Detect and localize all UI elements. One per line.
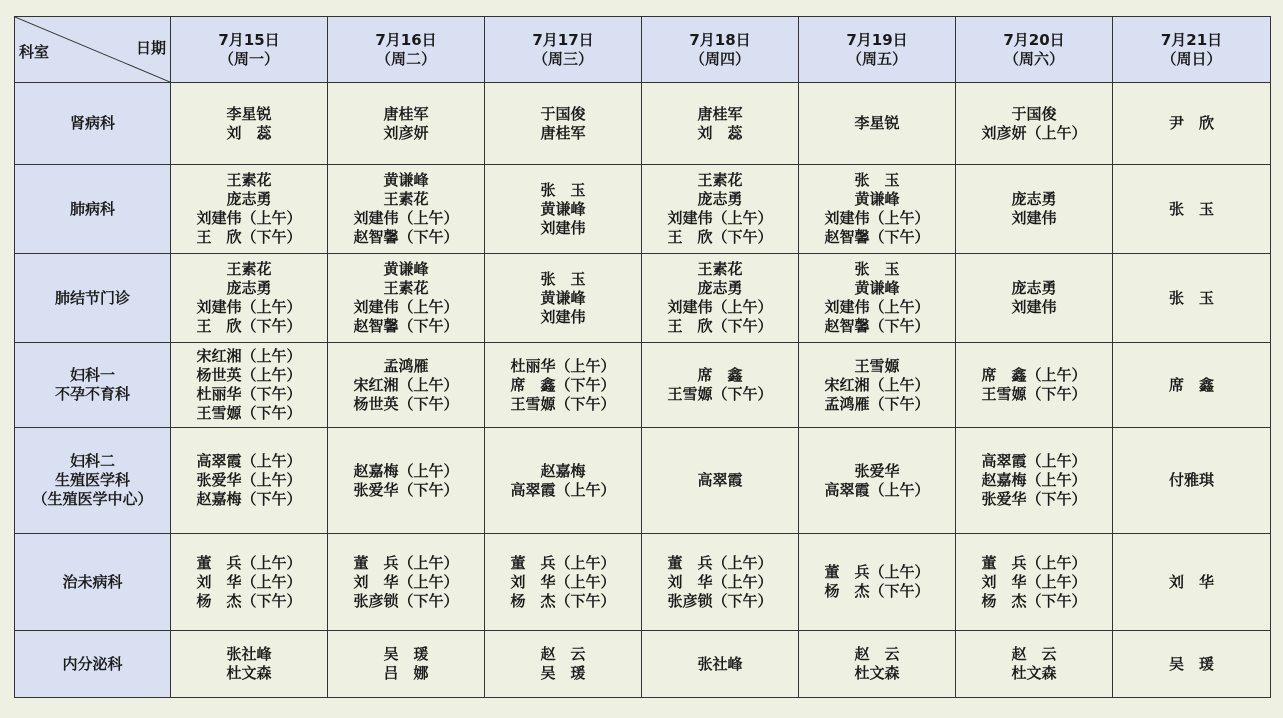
doctor-name: 王 欣（下午） bbox=[196, 228, 302, 246]
doctor-name: 庞志勇 bbox=[697, 190, 743, 208]
doctor-name: 赵智馨（下午） bbox=[353, 228, 459, 246]
doctor-name: 庞志勇 bbox=[226, 279, 272, 297]
doctor-cell bbox=[642, 534, 799, 631]
doctor-name: 张社峰 bbox=[697, 654, 743, 673]
day-header bbox=[1113, 17, 1271, 83]
doctor-name: 孟鸿雁（下午） bbox=[824, 394, 930, 413]
doctor-name: 杜丽华（上午） bbox=[510, 356, 616, 375]
doctor-cell bbox=[956, 428, 1113, 534]
doctor-cell bbox=[171, 534, 328, 631]
doctor-cell bbox=[328, 343, 485, 428]
doctor-name: 刘 华（上午） bbox=[510, 572, 616, 591]
doctor-name: 杨世英（上午） bbox=[196, 366, 302, 384]
doctor-name: 赵嘉梅（上午） bbox=[981, 471, 1087, 489]
doctor-name: 杜文森 bbox=[1011, 664, 1057, 682]
doctor-name: 李星锐 bbox=[854, 114, 900, 132]
doctor-name: 席 鑫 bbox=[1168, 375, 1214, 394]
doctor-name: 董 兵（上午） bbox=[824, 563, 930, 581]
doctor-name: 于国俊 bbox=[540, 104, 586, 123]
doctor-cell bbox=[799, 165, 956, 254]
dept-name-line: 治未病科 bbox=[62, 572, 123, 591]
dept-name-cell bbox=[15, 254, 171, 343]
date-axis-label: 日期 bbox=[135, 39, 166, 57]
doctor-name: 庞志勇 bbox=[1011, 190, 1057, 208]
doctor-name: 高翠霞（上午） bbox=[824, 480, 930, 499]
dept-name-line: 内分泌科 bbox=[62, 654, 123, 673]
doctor-cell bbox=[1113, 428, 1271, 534]
doctor-cell bbox=[956, 83, 1113, 165]
day-weekday: （周六） bbox=[1003, 49, 1064, 68]
doctor-name: 张 玉 bbox=[1168, 288, 1214, 307]
doctor-name: 张 玉 bbox=[854, 171, 900, 189]
doctor-name: 刘建伟（上午） bbox=[196, 209, 302, 227]
doctor-name: 杜文森 bbox=[226, 664, 272, 682]
doctor-name: 赵智馨（下午） bbox=[824, 317, 930, 335]
dept-name-line: 妇科一 bbox=[69, 366, 115, 384]
doctor-cell bbox=[642, 631, 799, 698]
doctor-name: 刘建伟（上午） bbox=[824, 209, 930, 227]
doctor-name: 高翠霞（上午） bbox=[510, 480, 616, 499]
doctor-cell bbox=[485, 83, 642, 165]
doctor-name: 李星锐 bbox=[226, 104, 272, 123]
doctor-name: 黄谦峰 bbox=[383, 260, 429, 278]
day-date: 7月21日 bbox=[1160, 30, 1223, 49]
dept-row bbox=[15, 83, 1271, 165]
dept-name-cell bbox=[15, 428, 171, 534]
corner-header bbox=[15, 17, 171, 83]
dept-name-cell bbox=[15, 534, 171, 631]
doctor-name: 吴 瑗 bbox=[540, 664, 586, 682]
doctor-cell bbox=[328, 631, 485, 698]
doctor-name: 刘建伟 bbox=[540, 307, 586, 326]
duty-schedule-table bbox=[14, 16, 1271, 698]
doctor-name: 刘 华（上午） bbox=[667, 572, 773, 591]
doctor-name: 赵 云 bbox=[540, 645, 586, 663]
header-row bbox=[15, 17, 1271, 83]
doctor-name: 赵 云 bbox=[1011, 645, 1057, 663]
doctor-cell bbox=[1113, 83, 1271, 165]
doctor-name: 赵 云 bbox=[854, 645, 900, 663]
day-date: 7月19日 bbox=[846, 30, 908, 49]
doctor-name: 刘建伟（上午） bbox=[353, 209, 459, 227]
doctor-name: 董 兵（上午） bbox=[667, 553, 773, 572]
doctor-name: 付雅琪 bbox=[1168, 471, 1214, 489]
doctor-cell bbox=[171, 428, 328, 534]
doctor-name: 高翠霞 bbox=[697, 471, 743, 489]
doctor-name: 唐桂军 bbox=[383, 104, 429, 123]
doctor-cell bbox=[956, 254, 1113, 343]
doctor-name: 张 玉 bbox=[854, 260, 900, 278]
doctor-cell bbox=[642, 165, 799, 254]
day-header bbox=[171, 17, 328, 83]
dept-row bbox=[15, 428, 1271, 534]
doctor-name: 席 鑫（下午） bbox=[510, 375, 616, 394]
doctor-name: 董 兵（上午） bbox=[981, 553, 1087, 572]
dept-row bbox=[15, 254, 1271, 343]
doctor-name: 张 玉 bbox=[540, 180, 586, 199]
doctor-cell bbox=[328, 428, 485, 534]
dept-name-line: 肺病科 bbox=[69, 199, 115, 218]
day-date: 7月16日 bbox=[375, 30, 437, 49]
doctor-cell bbox=[642, 343, 799, 428]
doctor-name: 刘 华 bbox=[1168, 572, 1214, 591]
doctor-name: 张 玉 bbox=[540, 269, 586, 288]
doctor-name: 赵智馨（下午） bbox=[353, 317, 459, 335]
day-header bbox=[485, 17, 642, 83]
doctor-name: 庞志勇 bbox=[1011, 279, 1057, 297]
doctor-name: 王 欣（下午） bbox=[667, 228, 773, 246]
doctor-cell bbox=[799, 254, 956, 343]
day-header bbox=[642, 17, 799, 83]
doctor-name: 杨 杰（下午） bbox=[824, 582, 930, 600]
doctor-cell bbox=[642, 254, 799, 343]
doctor-cell bbox=[1113, 534, 1271, 631]
day-date: 7月20日 bbox=[1003, 30, 1065, 49]
day-weekday: （周一） bbox=[218, 49, 279, 68]
doctor-name: 吴 瑗 bbox=[1168, 654, 1214, 673]
doctor-name: 吕 娜 bbox=[383, 664, 429, 682]
dept-name-line: 肺结节门诊 bbox=[54, 288, 130, 307]
doctor-name: 赵嘉梅（上午） bbox=[353, 461, 459, 480]
doctor-cell bbox=[1113, 254, 1271, 343]
doctor-name: 席 鑫 bbox=[697, 366, 743, 384]
doctor-cell bbox=[171, 83, 328, 165]
doctor-name: 尹 欣 bbox=[1168, 114, 1214, 132]
doctor-name: 张爱华（上午） bbox=[196, 471, 302, 489]
doctor-cell bbox=[485, 428, 642, 534]
doctor-name: 王雪嫄 bbox=[854, 356, 900, 375]
doctor-name: 黄谦峰 bbox=[540, 288, 586, 307]
day-weekday: （周三） bbox=[532, 49, 593, 68]
day-header bbox=[328, 17, 485, 83]
doctor-name: 于国俊 bbox=[1011, 104, 1057, 123]
doctor-cell bbox=[799, 428, 956, 534]
doctor-name: 刘 华（上午） bbox=[981, 572, 1087, 591]
doctor-name: 赵嘉梅（下午） bbox=[196, 490, 302, 508]
doctor-name: 张社峰 bbox=[226, 645, 272, 663]
doctor-cell bbox=[642, 83, 799, 165]
doctor-name: 张 玉 bbox=[1168, 199, 1214, 218]
doctor-cell bbox=[171, 165, 328, 254]
doctor-name: 王素花 bbox=[697, 260, 743, 278]
doctor-cell bbox=[328, 83, 485, 165]
day-date: 7月18日 bbox=[689, 30, 751, 49]
doctor-name: 高翠霞（上午） bbox=[196, 452, 302, 470]
dept-row bbox=[15, 534, 1271, 631]
doctor-name: 宋红湘（上午） bbox=[353, 375, 459, 394]
doctor-cell bbox=[956, 165, 1113, 254]
doctor-name: 唐桂军 bbox=[697, 104, 743, 123]
dept-name-line: 肾病科 bbox=[69, 114, 115, 132]
doctor-cell bbox=[799, 83, 956, 165]
doctor-name: 董 兵（上午） bbox=[510, 553, 616, 572]
doctor-cell bbox=[799, 631, 956, 698]
doctor-name: 张爱华（下午） bbox=[353, 480, 459, 499]
doctor-cell bbox=[485, 343, 642, 428]
day-date: 7月15日 bbox=[218, 30, 280, 49]
doctor-name: 庞志勇 bbox=[226, 190, 272, 208]
day-header bbox=[799, 17, 956, 83]
doctor-name: 杨世英（下午） bbox=[353, 394, 459, 413]
doctor-name: 刘彦妍 bbox=[383, 123, 429, 142]
doctor-name: 庞志勇 bbox=[697, 279, 743, 297]
doctor-name: 张爱华 bbox=[854, 461, 900, 480]
doctor-name: 赵智馨（下午） bbox=[824, 228, 930, 246]
doctor-cell bbox=[799, 534, 956, 631]
doctor-name: 黄谦峰 bbox=[383, 171, 429, 189]
day-weekday: （周二） bbox=[375, 49, 436, 68]
doctor-name: 刘 华（上午） bbox=[196, 572, 302, 591]
doctor-name: 杜丽华（下午） bbox=[196, 385, 302, 403]
doctor-cell bbox=[171, 631, 328, 698]
doctor-cell bbox=[328, 534, 485, 631]
doctor-name: 刘建伟 bbox=[1011, 298, 1057, 316]
doctor-cell bbox=[485, 165, 642, 254]
dept-name-cell bbox=[15, 631, 171, 698]
doctor-name: 高翠霞（上午） bbox=[981, 452, 1087, 470]
day-date: 7月17日 bbox=[532, 30, 594, 49]
doctor-name: 杨 杰（下午） bbox=[981, 591, 1087, 610]
doctor-name: 黄谦峰 bbox=[854, 279, 900, 297]
doctor-cell bbox=[1113, 631, 1271, 698]
doctor-name: 王雪嫄（下午） bbox=[667, 385, 773, 403]
doctor-cell bbox=[171, 343, 328, 428]
doctor-name: 王素花 bbox=[226, 171, 272, 189]
doctor-name: 杨 杰（下午） bbox=[510, 591, 616, 610]
doctor-name: 王 欣（下午） bbox=[667, 317, 773, 335]
doctor-name: 宋红湘（上午） bbox=[824, 375, 930, 394]
doctor-cell bbox=[328, 165, 485, 254]
doctor-name: 刘 华（上午） bbox=[353, 572, 459, 591]
doctor-name: 黄谦峰 bbox=[854, 190, 900, 208]
doctor-name: 刘建伟 bbox=[1011, 209, 1057, 227]
doctor-name: 吴 瑗 bbox=[383, 645, 429, 663]
day-weekday: （周日） bbox=[1161, 49, 1222, 68]
doctor-name: 刘 蕊 bbox=[697, 123, 743, 142]
doctor-name: 宋红湘（上午） bbox=[196, 347, 302, 365]
doctor-name: 赵嘉梅 bbox=[540, 461, 586, 480]
dept-name-cell bbox=[15, 343, 171, 428]
dept-name-line: （生殖医学中心） bbox=[32, 490, 153, 508]
doctor-cell bbox=[328, 254, 485, 343]
doctor-cell bbox=[485, 254, 642, 343]
dept-name-cell bbox=[15, 83, 171, 165]
doctor-name: 杜文森 bbox=[854, 664, 900, 682]
doctor-name: 董 兵（上午） bbox=[196, 553, 302, 572]
doctor-name: 刘 蕊 bbox=[226, 123, 272, 142]
doctor-cell bbox=[799, 343, 956, 428]
day-weekday: （周五） bbox=[846, 49, 907, 68]
doctor-cell bbox=[956, 343, 1113, 428]
doctor-name: 刘彦妍（上午） bbox=[981, 123, 1087, 142]
doctor-name: 杨 杰（下午） bbox=[196, 591, 302, 610]
doctor-name: 刘建伟（上午） bbox=[824, 298, 930, 316]
doctor-name: 刘建伟（上午） bbox=[667, 209, 773, 227]
dept-name-line: 妇科二 bbox=[69, 452, 115, 470]
doctor-name: 刘建伟（上午） bbox=[196, 298, 302, 316]
day-header bbox=[956, 17, 1113, 83]
doctor-name: 董 兵（上午） bbox=[353, 553, 459, 572]
doctor-name: 黄谦峰 bbox=[540, 199, 586, 218]
doctor-cell bbox=[485, 631, 642, 698]
doctor-name: 刘建伟（上午） bbox=[667, 298, 773, 316]
doctor-name: 王素花 bbox=[383, 190, 429, 208]
dept-row bbox=[15, 343, 1271, 428]
doctor-name: 王 欣（下午） bbox=[196, 317, 302, 335]
doctor-cell bbox=[1113, 343, 1271, 428]
dept-name-line: 不孕不育科 bbox=[54, 385, 130, 403]
dept-axis-label: 科室 bbox=[19, 43, 50, 61]
dept-row bbox=[15, 631, 1271, 698]
doctor-name: 唐桂军 bbox=[540, 123, 586, 142]
doctor-cell bbox=[1113, 165, 1271, 254]
doctor-cell bbox=[956, 631, 1113, 698]
doctor-name: 王素花 bbox=[383, 279, 429, 297]
doctor-cell bbox=[171, 254, 328, 343]
doctor-cell bbox=[485, 534, 642, 631]
doctor-name: 王素花 bbox=[697, 171, 743, 189]
dept-name-line: 生殖医学科 bbox=[54, 471, 130, 489]
doctor-name: 王素花 bbox=[226, 260, 272, 278]
day-weekday: （周四） bbox=[689, 49, 750, 68]
doctor-cell bbox=[642, 428, 799, 534]
doctor-cell bbox=[956, 534, 1113, 631]
doctor-name: 席 鑫（上午） bbox=[981, 366, 1087, 384]
doctor-name: 王雪嫄（下午） bbox=[196, 404, 302, 422]
doctor-name: 张爱华（下午） bbox=[981, 490, 1087, 508]
doctor-name: 王雪嫄（下午） bbox=[981, 385, 1087, 403]
doctor-name: 王雪嫄（下午） bbox=[510, 394, 616, 413]
doctor-name: 孟鸿雁 bbox=[383, 356, 429, 375]
doctor-name: 刘建伟（上午） bbox=[353, 298, 459, 316]
doctor-name: 张彦锁（下午） bbox=[353, 591, 459, 610]
dept-name-cell bbox=[15, 165, 171, 254]
dept-row bbox=[15, 165, 1271, 254]
doctor-name: 张彦锁（下午） bbox=[667, 591, 773, 610]
doctor-name: 刘建伟 bbox=[540, 218, 586, 237]
